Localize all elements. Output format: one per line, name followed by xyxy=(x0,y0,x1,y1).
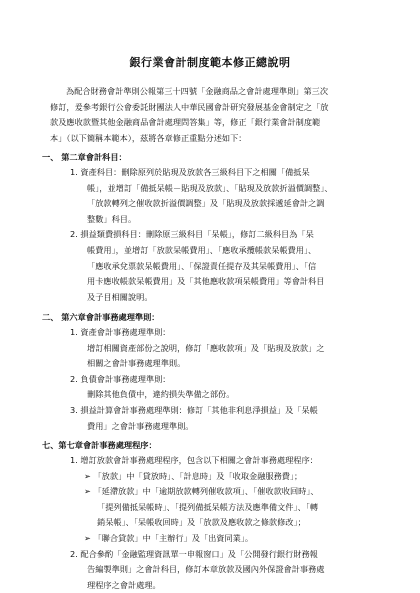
item-line: 理程序之會計處理。 xyxy=(87,579,161,590)
item-line: 「應收承兌票款呆帳費用」、「保證責任提存及其呆帳費用」、「信 xyxy=(87,260,317,271)
section-body xyxy=(70,165,333,305)
item-line: 2. 負債會計事務處理準則： xyxy=(70,373,171,384)
item-line: 1. 資產科目：刪除原列於貼現及放款各三級科目下之相關「備抵呆 xyxy=(70,167,310,177)
section-body xyxy=(70,453,324,593)
bullet-item: ➢ 「延滯放款」中「逾期放款轉列催收款項」、「催收款收回時」、 xyxy=(84,486,319,497)
intro-line: 為配合財務會計準則公報第三十四號「金融商品之會計處理準則」第三次 xyxy=(66,86,329,96)
intro-line: 款及應收款暨其他金融商品會計處理問答集」等，修正「銀行業會計制度範 xyxy=(50,117,321,128)
bullet-item: 「提列備抵呆帳時」、「提列備抵呆帳方法及應準備文件」、「轉 xyxy=(97,501,319,512)
item-line: 2. 配合參酌「金融監理資訊單一申報窗口」及「公開發行銀行財務報 xyxy=(70,548,318,559)
intro-paragraph xyxy=(50,84,328,146)
item-line: 刪除其他負債中，違約損失準備之部份。 xyxy=(87,389,235,400)
item-line: 用卡應收帳款呆帳費用」及「其他應收款項呆帳費用」等會計科目 xyxy=(87,276,325,287)
item-line: 告編製準則」之會計科目，修訂本章放款及國內外保證會計事務處 xyxy=(87,564,325,575)
bullet-item: ➢ 「放款」中「貸放時」、「計息時」及「收取金融服務費」； xyxy=(84,470,303,481)
item-line: 2. 損益類費損科目：刪除原三級科目「呆帳」，修訂二級科目為「呆 xyxy=(70,229,314,240)
item-line: 相關之會計事務處理準則。 xyxy=(87,358,186,369)
item-line: 「放款轉列之催收款折溢價調整」及「貼現及放款採遞延會計之調 xyxy=(87,198,325,209)
item-line: 帳」，並增訂「備抵呆帳－貼現及放款」、「貼現及放款折溢價調整」、 xyxy=(87,182,333,193)
document-title: 銀行業會計制度範本修正總說明 xyxy=(129,56,291,69)
item-line: 費用」之會計事務處理準則。 xyxy=(87,420,194,431)
intro-line: 本」（以下簡稱本範本），茲將各章修正重點分述如下： xyxy=(50,132,247,143)
item-line: 增訂相關資產部份之說明，修訂「應收款項」及「貼現及放款」之 xyxy=(87,342,325,353)
bullet-item: 銷呆帳」、「呆帳收回時」及「放款及應收款之條款修改」； xyxy=(97,517,306,528)
section-heading: 一、 第二章會計科目： xyxy=(42,152,127,162)
item-line: 及子目相關說明。 xyxy=(87,291,153,302)
item-line: 1. 增訂放款會計事務處理程序，包含以下相關之會計事務處理程序： xyxy=(70,455,318,465)
item-line: 3. 損益計算會計事務處理準則：修訂「其他非利息淨損益」及「呆帳 xyxy=(70,404,318,415)
section-heading: 七、第七章會計事務處理程序： xyxy=(42,440,157,450)
bullet-item: ➢ 「聯合貸款」中「主辦行」及「出資同業」。 xyxy=(84,532,254,543)
intro-line: 修訂，爰參考銀行公會委託財團法人中華民國會計研究發展基金會制定之「放 xyxy=(50,101,329,112)
item-line: 整數」科目。 xyxy=(87,213,137,224)
section-heading: 二、 第六章會計事務處理準則： xyxy=(42,312,160,322)
item-line: 帳費用」，並增訂「放款呆帳費用」、「應收承攬帳款呆帳費用」、 xyxy=(87,244,317,255)
section-body xyxy=(70,325,324,434)
item-line: 1. 資產會計事務處理準則： xyxy=(70,327,171,337)
